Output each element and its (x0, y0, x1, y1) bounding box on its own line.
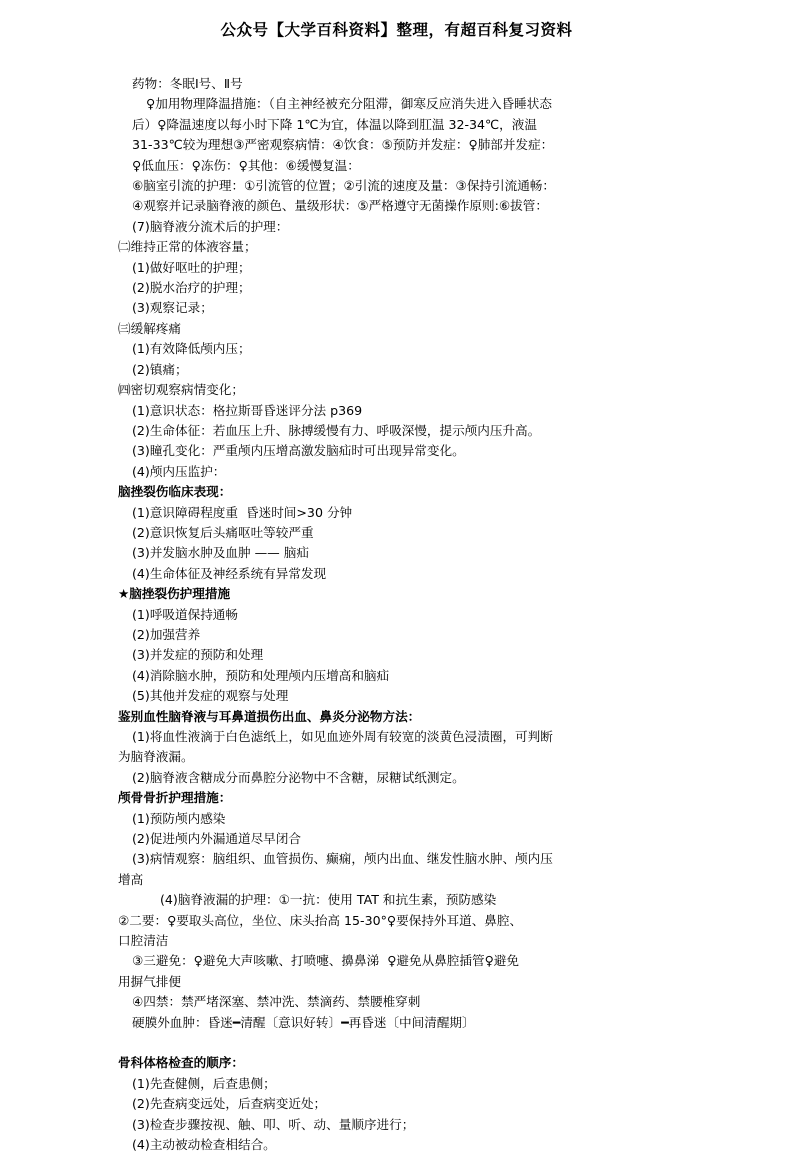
body-line: 增高 (118, 871, 144, 887)
body-line: 用摒气排便 (118, 973, 181, 989)
body-line: 口腔清洁 (118, 933, 169, 949)
body-line: (2)加强营养 (132, 626, 201, 642)
body-line: (1)预防颅内感染 (132, 810, 226, 826)
section-heading: 鉴别血性脑脊液与耳鼻道损伤出血、鼻炎分泌物方法： (118, 708, 421, 724)
body-line: (1)将血性液滴于白色滤纸上，如见血迹外周有较宽的淡黄色浸渍圈，可判断 (132, 729, 553, 744)
section-heading: 颅骨骨折护理措施： (118, 790, 232, 806)
body-line: (7)脑脊液分流术后的护理： (132, 218, 289, 234)
body-line: ④四禁：禁严堵深塞、禁冲洗、禁滴药、禁腰椎穿刺 (132, 994, 421, 1010)
body-line: 后）♀降温速度以每小时下降 1℃为宜，体温以降到肛温 32-34℃，液温 (132, 116, 537, 132)
body-line: (2)脑脊液含糖成分而鼻腔分泌物中不含糖，尿糖试纸测定。 (132, 769, 465, 785)
body-line: (4)生命体征及神经系统有异常发现 (132, 565, 327, 581)
body-line: ㈣密切观察病情变化； (118, 382, 244, 398)
body-line: (2)促进颅内外漏通道尽早闭合 (132, 831, 301, 847)
body-line: (2)脱水治疗的护理； (132, 280, 251, 296)
watermark-header: 公众号【大学百科资料】整理，有超百科复习资料 (220, 21, 573, 39)
body-line: (2)生命体征：若血压上升、脉搏缓慢有力、呼吸深慢，提示颅内压升高。 (132, 422, 541, 438)
body-line: 硬膜外血肿：昏迷━清醒〔意识好转〕━再昏迷〔中间清醒期〕 (132, 1014, 475, 1030)
body-line: ㈢缓解疼痛 (118, 320, 181, 336)
body-line: ②二要：♀要取头高位，坐位、床头抬高 15-30°♀要保持外耳道、鼻腔、 (118, 912, 523, 928)
body-line: ♀加用物理降温措施：（自主神经被充分阻滞，御寒反应消失进入昏睡状态 (146, 96, 552, 112)
body-line: 药物：冬眠Ⅰ号、Ⅱ号 (132, 76, 243, 91)
body-line: (1)意识障碍程度重 昏迷时间>30 分钟 (132, 504, 353, 520)
section-heading: 骨科体格检查的顺序： (118, 1055, 244, 1071)
body-line: (3)并发脑水肿及血肿 —— 脑疝 (132, 545, 309, 561)
body-line: ⑥脑室引流的护理：①引流管的位置；②引流的速度及量：③保持引流通畅： (132, 178, 555, 194)
body-line: (2)镇痛； (132, 361, 188, 377)
body-line: (1)有效降低颅内压； (132, 341, 251, 357)
body-line: (1)先查健侧，后查患侧； (132, 1075, 276, 1091)
body-line: ㈡维持正常的体液容量； (118, 239, 257, 255)
body-line: (3)检查步骤按视、触、叩、听、动、量顺序进行； (132, 1116, 415, 1132)
body-line: (4)颅内压监护： (132, 463, 226, 479)
document-body (60, 74, 733, 1156)
body-line: (1)意识状态：格拉斯哥昏迷评分法 p369 (132, 402, 363, 418)
body-line: 为脑脊液漏。 (118, 749, 194, 765)
blank-line (118, 1033, 723, 1053)
section-heading: 脑挫裂伤临床表现： (118, 484, 232, 500)
body-line: ♀低血压：♀冻伤：♀其他：⑥缓慢复温： (132, 157, 360, 173)
body-line: (4)脑脊液漏的护理：①一抗：使用 TAT 和抗生素，预防感染 (160, 892, 497, 908)
body-line: (2)意识恢复后头痛呕吐等较严重 (132, 524, 314, 540)
section-heading: ★脑挫裂伤护理措施 (118, 586, 231, 602)
body-line: (3)病情观察：脑组织、血管损伤、癫痫，颅内出血、继发性脑水肿、颅内压 (132, 851, 553, 867)
body-line: (1)呼吸道保持通畅 (132, 606, 238, 622)
body-line: (3)观察记录； (132, 300, 213, 316)
body-line: (4)消除脑水肿，预防和处理颅内压增高和脑疝 (132, 667, 390, 683)
body-line: (5)其他并发症的观察与处理 (132, 688, 289, 704)
body-line: (4)主动被动检查相结合。 (132, 1137, 276, 1153)
body-line: (3)瞳孔变化：严重颅内压增高激发脑疝时可出现异常变化。 (132, 443, 465, 459)
body-line: (1)做好呕吐的护理； (132, 259, 251, 275)
body-line: ③三避免：♀避免大声咳嗽、打喷嚏、擤鼻涕 ♀避免从鼻腔插管♀避免 (132, 953, 519, 969)
body-line: (2)先查病变远处，后查病变近处； (132, 1096, 327, 1112)
body-line: 31-33℃较为理想③严密观察病情：④饮食：⑤预防并发症：♀肺部并发症： (132, 137, 554, 153)
body-line: (3)并发症的预防和处理 (132, 647, 264, 663)
body-line: ④观察并记录脑脊液的颜色、量级形状：⑤严格遵守无菌操作原则:⑥拔管： (132, 198, 548, 214)
